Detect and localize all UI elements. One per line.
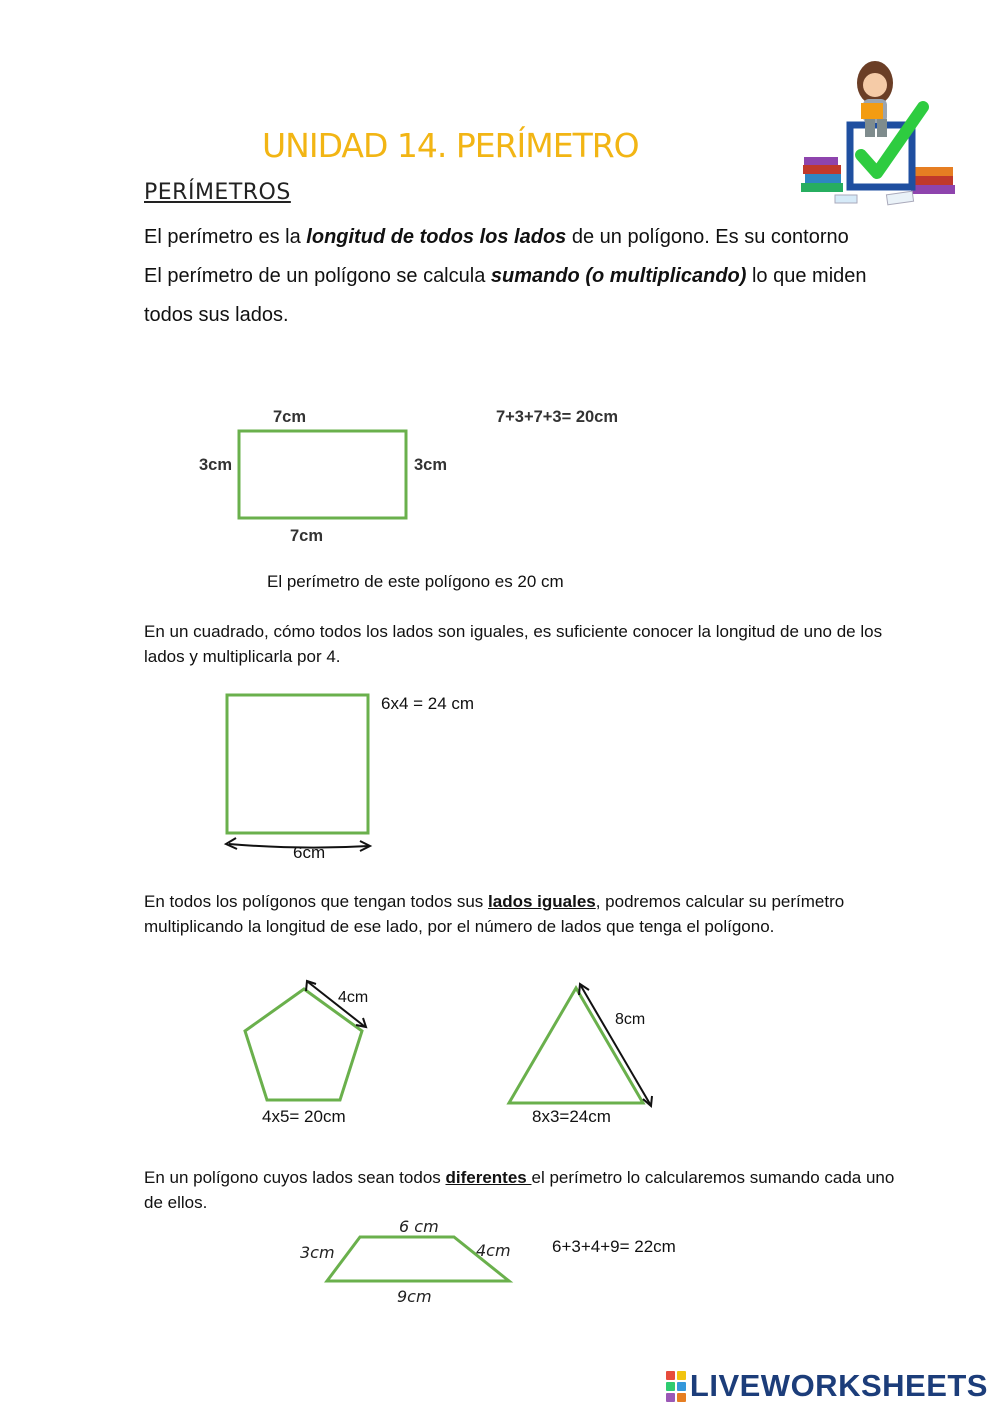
irregular-text-bold: diferentes xyxy=(445,1168,532,1187)
rect-top-label: 7cm xyxy=(273,408,307,426)
irregular-text-c: el perímetro lo calcularemos sumando cada uno de ellos. xyxy=(144,1168,895,1212)
pentagon-side-label: 4cm xyxy=(338,989,369,1006)
regular-text-a: En todos los polígonos que tengan todos sus xyxy=(144,892,489,911)
trap-right-label: 4cm xyxy=(476,1241,511,1260)
page-title: UNIDAD 14. PERÍMETRO xyxy=(262,126,639,165)
trap-bottom-label: 9cm xyxy=(397,1287,432,1306)
intro-p1-a: El perímetro es la xyxy=(144,226,307,248)
section-subtitle: PERÍMETROS xyxy=(144,180,291,205)
intro-p2-bold: sumando (o multiplicando) xyxy=(490,265,747,287)
pentagon-formula: 4x5= 20cm xyxy=(262,1107,346,1126)
square-formula: 6x4 = 24 cm xyxy=(381,694,475,713)
rect-caption: El perímetro de este polígono es 20 cm xyxy=(267,572,564,591)
trap-top-label: 6 cm xyxy=(399,1217,439,1236)
intro-p2-a: El perímetro de un polígono se calcula xyxy=(144,265,491,287)
square-side-label: 6cm xyxy=(293,843,326,862)
logo-text: LIVEWORKSHEETS xyxy=(689,1368,988,1403)
rect-bottom-label: 7cm xyxy=(290,527,324,545)
triangle-side-label: 8cm xyxy=(615,1011,646,1028)
square-text: En un cuadrado, cómo todos los lados son iguales, es suficiente conocer la longitud de uno de los lados y multiplicarla por 4. xyxy=(144,622,883,666)
trap-formula: 6+3+4+9= 22cm xyxy=(552,1237,676,1256)
rect-right-label: 3cm xyxy=(414,456,448,474)
intro-p2-c: lo que miden todos sus lados. xyxy=(144,265,867,326)
rect-left-label: 3cm xyxy=(199,456,233,474)
rect-formula: 7+3+7+3= 20cm xyxy=(496,408,619,426)
intro-p1-c: de un polígono. Es su contorno xyxy=(566,226,849,248)
irregular-text-a: En un polígono cuyos lados sean todos xyxy=(144,1168,446,1187)
regular-text-c: , podremos calcular su perímetro multiplicando la longitud de ese lado, por el número de lados que tenga el polígono. xyxy=(144,892,845,936)
trap-left-label: 3cm xyxy=(300,1243,335,1262)
liveworksheets-logo xyxy=(666,1368,988,1404)
regular-text-bold: lados iguales xyxy=(488,892,596,911)
intro-p1-bold: longitud de todos los lados xyxy=(306,226,567,248)
triangle-formula: 8x3=24cm xyxy=(532,1107,611,1126)
logo-icon xyxy=(666,1371,686,1402)
